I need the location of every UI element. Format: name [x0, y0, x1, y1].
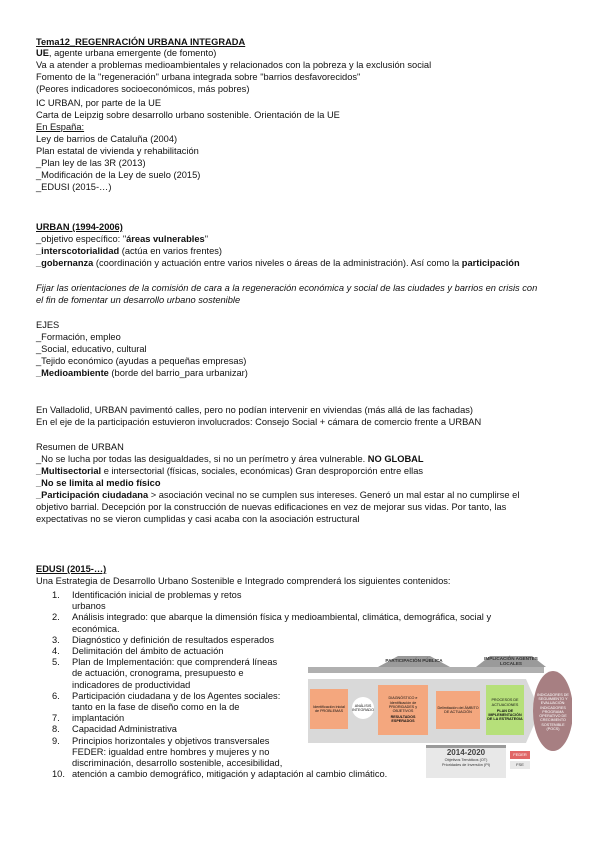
implicacion-header: IMPLICACIÓN AGENTES LOCALES [484, 656, 538, 666]
urban-italic-2: el fin de fomentar un desarrollo urbano sostenible [36, 295, 241, 305]
period-box [426, 748, 506, 778]
box-diagnostico-bottom: RESULTADOS ESPERADOS [390, 715, 416, 724]
edusi-item-number: 6. [52, 690, 60, 701]
ejes-title: EJES [36, 320, 60, 330]
urban-line-1: _objetivo específico: "áreas vulnerables" [36, 234, 208, 244]
resumen-line-1: _No se lucha por todas las desigualdades, si no un perímetro y área vulnerable. NO GLOBAL [36, 454, 424, 464]
period-label: 2014-2020 [446, 748, 486, 757]
edusi-item-continuation: indicadores de productividad [72, 679, 191, 690]
edusi-item-text: Identificación inicial de problemas y retos [72, 590, 242, 600]
edusi-item-number: 7. [52, 713, 60, 724]
feder-badge: FEDER [510, 751, 530, 759]
edusi-item [52, 612, 491, 623]
edusi-item-continuation: de actuación, cronograma, presupuesto e [72, 668, 244, 679]
edusi-item-text: Principios horizontales y objetivos transversales [72, 735, 270, 746]
edusi-item-continuation: tanto en la fase de diseño como en la de [72, 702, 240, 712]
box-identificacion: Identificación inicial de PROBLEMAS [310, 689, 348, 729]
box-analisis: ANÁLISIS INTEGRADO [352, 697, 374, 719]
eje-1: _Formación, empleo [36, 332, 121, 342]
edusi-item [52, 646, 223, 657]
intro-line-1: UE, agente urbana emergente (de fomento) [36, 48, 217, 58]
edusi-item-number: 5. [52, 657, 60, 668]
resumen-line-2: _Multisectorial e intersectorial (físicas, sociales, económicas) Gran desproporción entre ellas [36, 466, 424, 476]
edusi-item-number: 1. [52, 590, 60, 600]
box-diagnostico [378, 685, 428, 735]
box-delimitacion: Delimitación del ÁMBITO DE ACTUACIÓN [436, 691, 480, 729]
edusi-item-continuation: urbanos [72, 601, 106, 612]
valladolid-line-2: En el eje de la participación estuvieron involucrados: Consejo Social + cámara de comercio frente a URBAN [36, 417, 482, 427]
edusi-item-continuation: FEDER: igualdad entre hombres y mujeres y no [72, 746, 270, 757]
edusi-item-text: implantación [72, 713, 125, 724]
edusi-item-text: Diagnóstico y definición de resultados esperados [72, 634, 275, 645]
urban-line-2: _interscotorialidad (actúa en varios frentes) [36, 246, 223, 256]
edusi-item-text: atención a cambio demográfico, mitigación y adaptación al cambio climático. [72, 769, 388, 780]
edusi-item-text: Plan de Implementación: que comprenderá líneas [72, 657, 278, 668]
intro-line-8: Ley de barrios de Cataluña (2004) [36, 134, 178, 144]
intro-line-3: Fomento de la "regeneración" urbana integrada sobre "barrios desfavorecidos" [36, 72, 361, 82]
urban-line-3: _gobernanza (coordinación y actuación entre varios niveles o áreas de la administración). Así como la participación [36, 258, 520, 268]
edusi-item [52, 657, 277, 668]
period-sub-1: Objetivos Temáticos (OT) [444, 758, 488, 762]
edusi-item-number: 9. [52, 735, 60, 746]
urban-italic-1: Fijar las orientaciones de la comisión de cara a la regeneración económica y social de las ciudades y barrios en crisis con [36, 283, 538, 293]
intro-line-10: _Plan ley de las 3R (2013) [36, 158, 146, 168]
box-diagnostico-top: DIAGNÓSTICO e Identificación de PRIORIDADES y OBJETIVOS [388, 696, 418, 713]
edusi-item-text: Delimitación del ámbito de actuación [72, 646, 224, 656]
intro-line-12: _EDUSI (2015-…) [36, 182, 112, 192]
eje-4: _Medioambiente (borde del barrio_para urbanizar) [36, 368, 248, 378]
edusi-item [52, 691, 280, 702]
resumen-line-4: _Participación ciudadana > asociación vecinal no se cumplen sus intereses. Generó un mal estar al no cumplirse el [36, 490, 520, 500]
box-indicadores: INDICADORES DE SEGUIMIENTO Y EVALUACIÓN: INDICADORES PROGRAMA OPERATIVO DE CRECIMIENTO SOSTENIBLE (POCS) [537, 693, 569, 731]
edusi-item-text: Análisis integrado: que abarque la dimensión física y medioambiental, climática, demográfica, social y [72, 612, 492, 623]
edusi-item [52, 590, 242, 601]
edusi-item-text: Capacidad Administrativa [72, 724, 177, 735]
edusi-process-diagram [308, 655, 572, 780]
edusi-item-number: 4. [52, 646, 60, 656]
box-procesos [486, 685, 524, 735]
edusi-item [52, 736, 269, 747]
edusi-item-continuation: económica. [72, 623, 120, 634]
edusi-item [52, 724, 177, 735]
intro-espana-heading: En España: [36, 122, 85, 132]
doc-title: Tema12_REGENRACIÓN URBANA INTEGRADA [36, 37, 246, 47]
participacion-header: PARTICIPACIÓN PÚBLICA [385, 658, 443, 663]
intro-line-2: Va a atender a problemas medioambientales y relacionados con la pobreza y la exclusión social [36, 60, 432, 70]
eje-2: _Social, educativo, cultural [36, 344, 147, 354]
intro-line-9: Plan estatal de vivienda y rehabilitación [36, 146, 199, 156]
edusi-item-number: 10. [52, 769, 65, 780]
intro-line-6: Carta de Leipzig sobre desarrollo urbano sostenible. Orientación de la UE [36, 110, 340, 120]
edusi-item [52, 635, 274, 646]
edusi-item [52, 713, 124, 724]
top-band [308, 667, 544, 673]
edusi-item-text: Participación ciudadana y de los Agentes sociales: [72, 690, 281, 701]
intro-line-5: IC URBAN, por parte de la UE [36, 98, 162, 108]
eje-3: _Tejido económico (ayudas a pequeñas empresas) [36, 356, 247, 366]
edusi-item-number: 2. [52, 612, 60, 623]
intro-line-4: (Peores indicadores socioeconómicos, más pobres) [36, 84, 250, 94]
resumen-line-3: _No se limita al medio físico [36, 478, 161, 488]
box-procesos-bottom: PLAN DE IMPLEMENTACIÓN DE LA ESTRATEGIA [487, 708, 523, 722]
edusi-intro: Una Estrategia de Desarrollo Urbano Sostenible e Integrado comprenderá los siguientes contenidos: [36, 576, 451, 586]
box-procesos-top: PROCESOS DE ACTUACIONES [491, 698, 519, 707]
edusi-item-number: 3. [52, 634, 60, 645]
resumen-title: Resumen de URBAN [36, 442, 124, 452]
period-sub-2: Prioridades de Inversión (PI) [441, 763, 491, 767]
resumen-line-6: expectativas no se vieron cumplidas y casi acaba con la asociación estructural [36, 514, 360, 524]
fse-badge: FSE [510, 761, 530, 769]
edusi-item-number: 8. [52, 724, 60, 735]
edusi-title: EDUSI (2015-…) [36, 564, 107, 574]
edusi-item-continuation: discriminación, desarrollo sostenible, accesibilidad, [72, 758, 283, 768]
resumen-line-5: objetivo barrial. Decepción por la construcción de nuevas edificaciones en vez de mejorar sus vidas. Por tanto, las [36, 502, 507, 512]
intro-line-11: _Modificación de la Ley de suelo (2015) [36, 170, 201, 180]
urban-title: URBAN (1994-2006) [36, 222, 123, 232]
valladolid-line-1: En Valladolid, URBAN pavimentó calles, pero no podían intervenir en viviendas (más allá de las fachadas) [36, 405, 474, 415]
